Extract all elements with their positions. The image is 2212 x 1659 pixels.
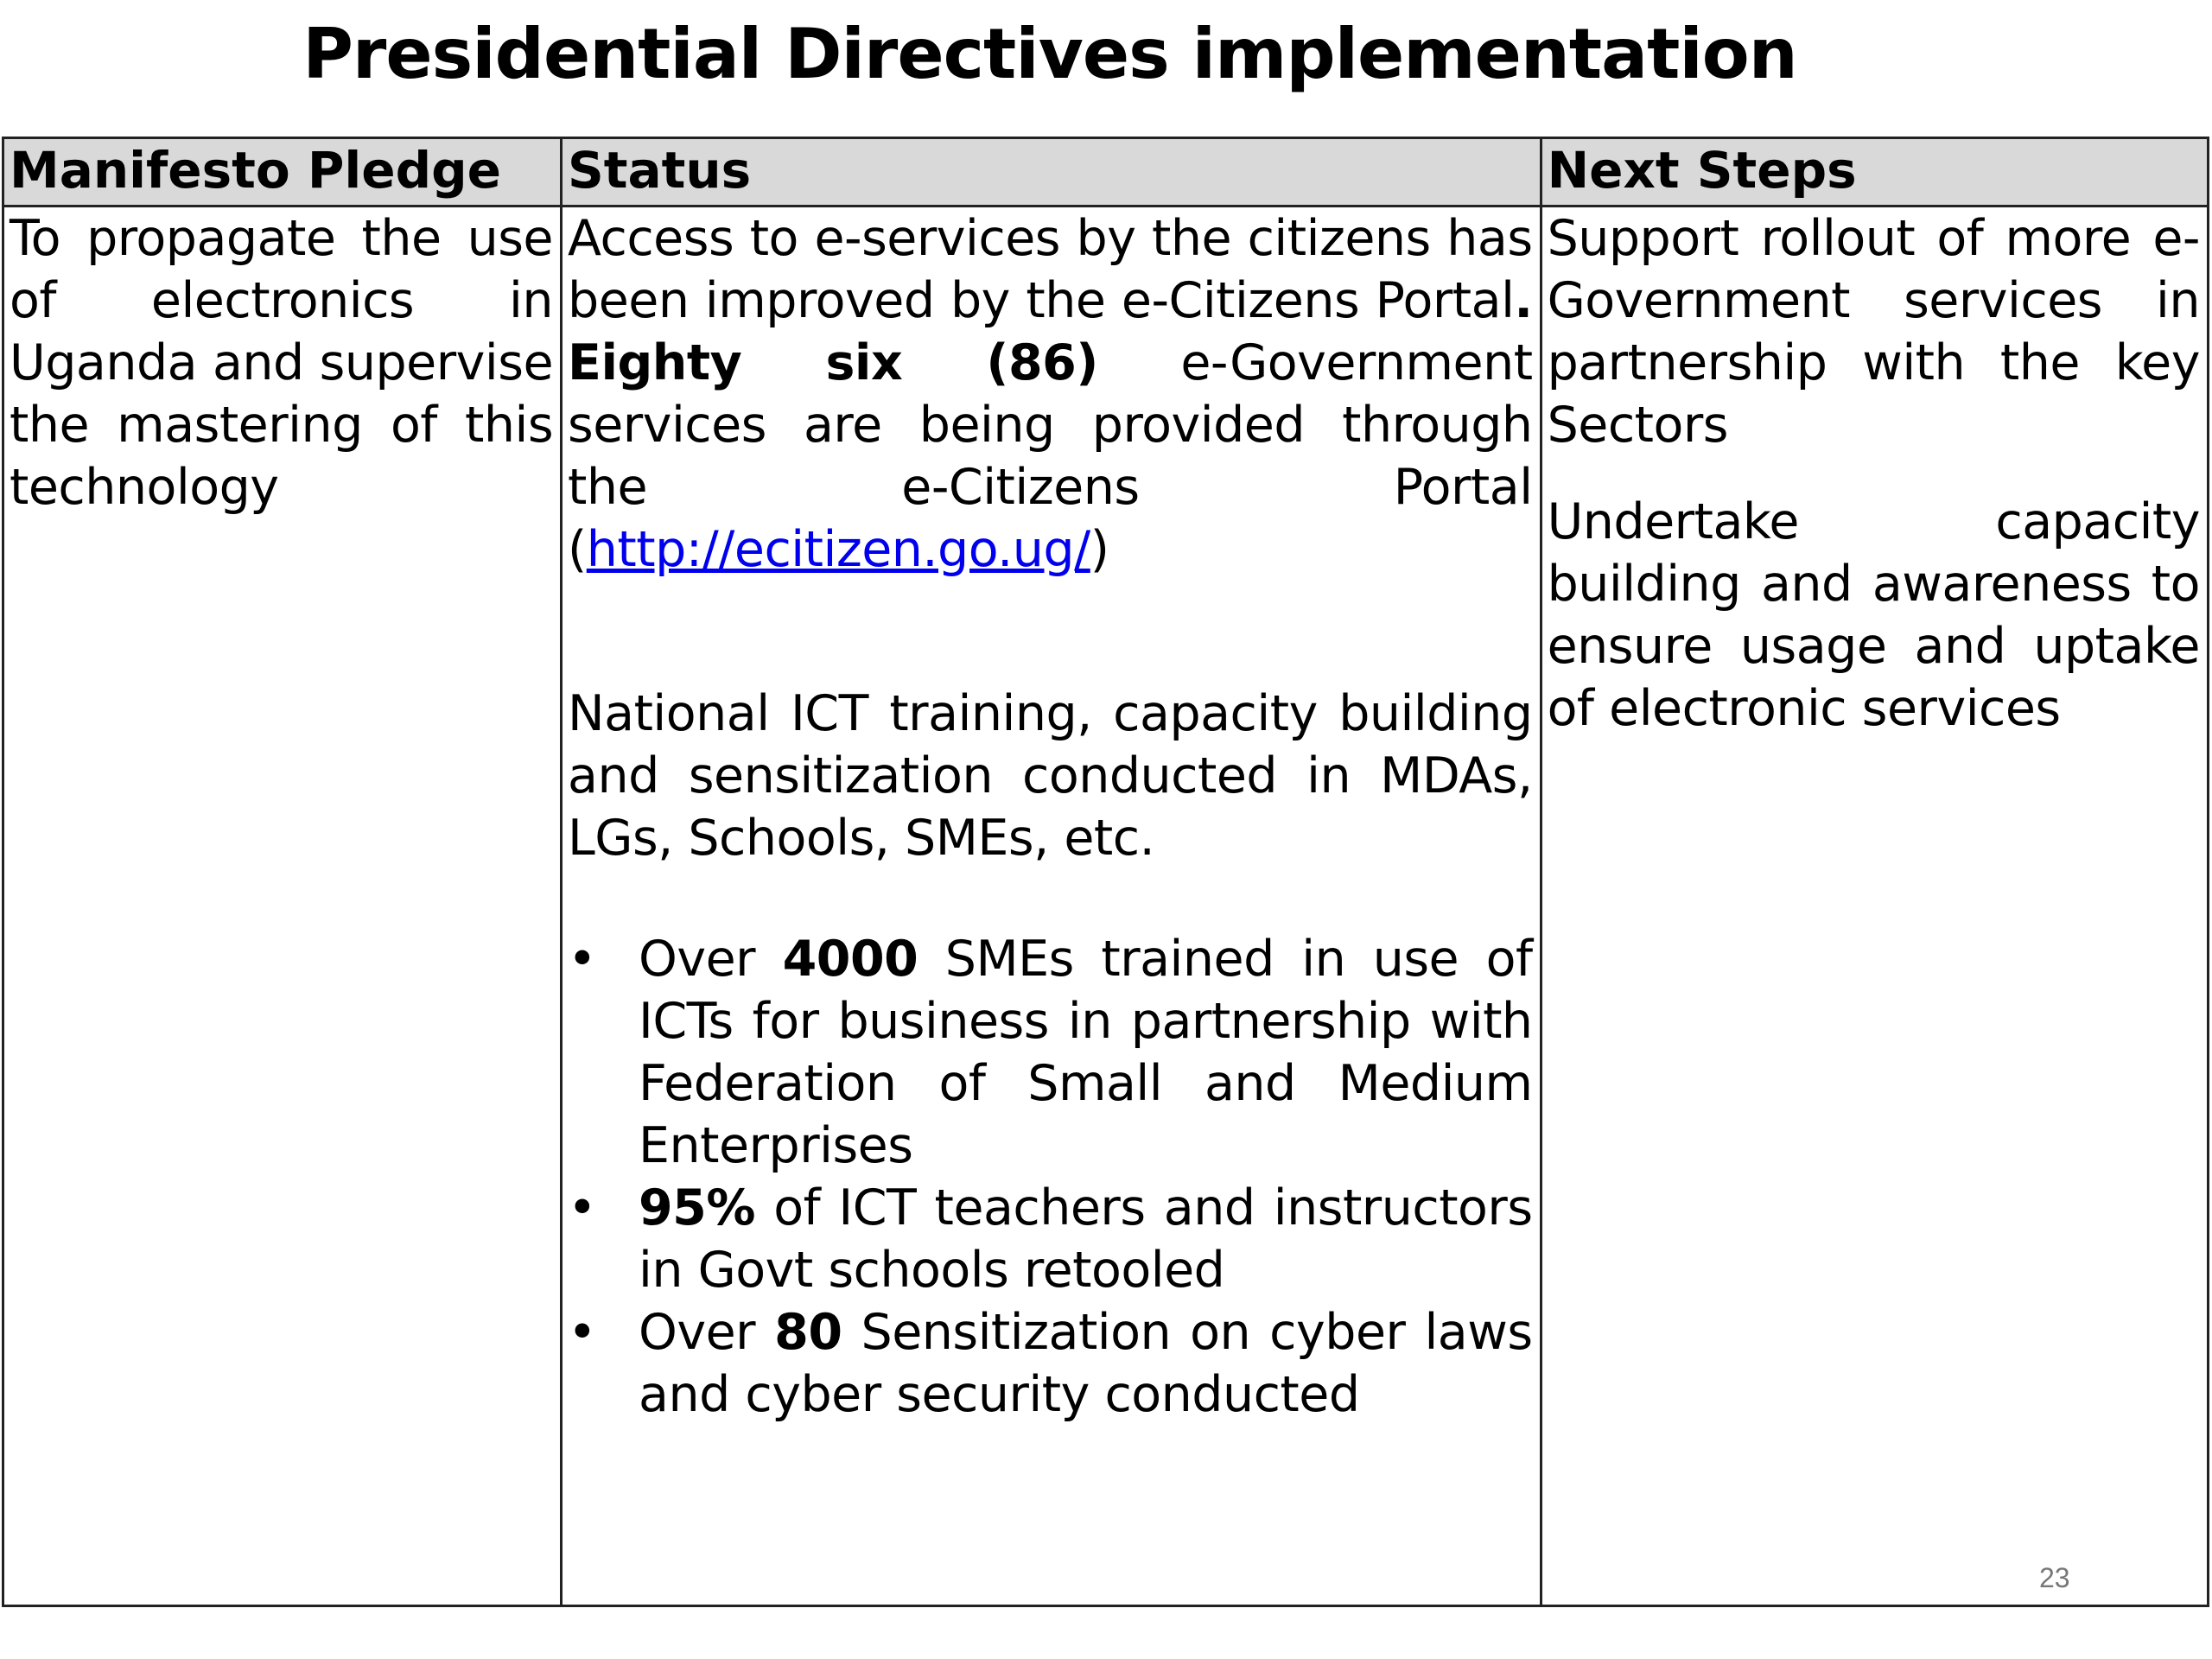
bullet-post-text: SMEs trained in use of ICTs for business in partnership with Federation of Small and Medium Enterprises (639, 931, 1533, 1174)
status-period-text: . (1514, 272, 1533, 329)
ecitizen-portal-link[interactable]: http://ecitizen.go.ug/ (586, 521, 1090, 578)
bullet-highlight: 4000 (782, 931, 918, 988)
bullet-pre-text: Over (639, 1304, 775, 1361)
bullet-highlight: 95% (639, 1179, 755, 1236)
header-manifesto-pledge: Manifesto Pledge (3, 138, 562, 207)
list-item (568, 928, 1533, 1177)
next-step-capacity: Undertake capacity building and awareness to ensure usage and uptake of electronic services (1547, 493, 2200, 737)
next-step-rollout: Support rollout of more e-Government services in partnership with the key Sectors (1547, 210, 2200, 454)
status-intro-text: Access to e-services by the citizens has been improved by the e-Citizens Portal (568, 210, 1533, 329)
status-close-paren: ) (1090, 521, 1109, 578)
achievements-list (568, 928, 1533, 1426)
bullet-icon: • (568, 931, 597, 988)
list-item (568, 1301, 1533, 1426)
bullet-pre-text: Over (639, 931, 783, 988)
next-steps-cell (1541, 207, 2208, 1606)
header-status: Status (562, 138, 1541, 207)
page-title: Presidential Directives implementation (302, 14, 1797, 94)
page-number: 23 (2039, 1562, 2070, 1593)
pledge-cell (3, 207, 562, 1606)
bullet-post-text: of ICT teachers and instructors in Govt schools retooled (639, 1179, 1533, 1299)
bullet-icon: • (568, 1179, 597, 1236)
status-services-count: Eighty six (86) (568, 334, 1098, 391)
directives-table (2, 137, 2209, 1607)
status-eservices-paragraph (568, 207, 1533, 581)
bullet-icon: • (568, 1304, 597, 1361)
table-header-row (3, 138, 2209, 207)
status-portal-text: e-Government services are being provided through the e-Citizens Portal ( (568, 334, 1533, 578)
list-item (568, 1177, 1533, 1301)
bullet-highlight: 80 (774, 1304, 842, 1361)
status-training-paragraph: National ICT training, capacity building and sensitization conducted in MDAs, LGs, Schools, SMEs, etc. (568, 685, 1533, 867)
bullet-post-text: Sensitization on cyber laws and cyber security conducted (639, 1304, 1533, 1423)
paragraph-spacer (1548, 456, 2200, 491)
table-row (3, 207, 2209, 1606)
paragraph-spacer (568, 581, 1533, 683)
paragraph-spacer (568, 869, 1533, 928)
status-cell (562, 207, 1541, 1606)
header-next-steps: Next Steps (1541, 138, 2208, 207)
pledge-text: To propagate the use of electronics in Uganda and supervise the mastering of this technology (10, 210, 554, 516)
